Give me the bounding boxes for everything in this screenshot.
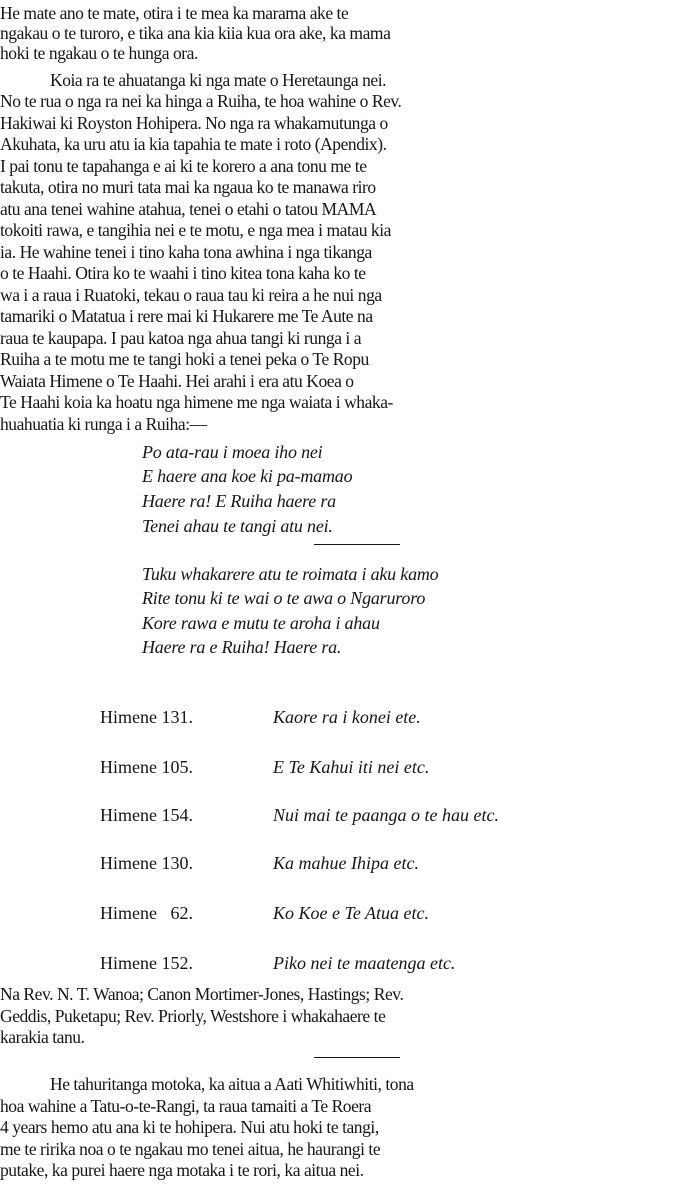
text-line: takuta, otira no muri tata mai ka ngaua ko te manawa riro: [0, 177, 376, 197]
hymn-title: Kaore ra i konei ete.: [273, 707, 421, 727]
hymn-title: Ka mahue Ihipa etc.: [273, 853, 419, 873]
text-line: Geddis, Puketapu; Rev. Priorly, Westshore i whakahaere te: [0, 1006, 386, 1026]
hymn-number: Himene 130.: [100, 853, 193, 873]
hymn-number: Himene 131.: [100, 707, 193, 727]
text-line: karakia tanu.: [0, 1027, 85, 1047]
text-line: Ruiha a te motu me te tangi hoki a tenei peka o Te Ropu: [0, 349, 369, 369]
hymn-title: Piko nei te maatenga etc.: [273, 953, 456, 973]
verse-line: Kore rawa e mutu te aroha i ahau: [142, 613, 380, 633]
hymn-number: Himene 154.: [100, 805, 193, 825]
text-line: ngakau o te turoro, e tika ana kia kiia kua ora ake, ka mama: [0, 23, 391, 43]
text-line: Koia ra te ahuatanga ki nga mate o Heretaunga nei.: [50, 70, 387, 90]
text-line: ia. He wahine tenei i tino kaha tona awhina i nga tikanga: [0, 242, 372, 262]
hymn-title: Nui mai te paanga o te hau etc.: [273, 805, 499, 825]
text-line: raua te kaupapa. I pau katoa nga ahua tangi ki runga i a: [0, 328, 362, 348]
text-line: 4 years hemo atu ana ki te hohipera. Nui atu hoki te tangi,: [0, 1117, 379, 1137]
section-divider: [314, 1057, 400, 1058]
text-line: hoa wahine a Tatu-o-te-Rangi, ta raua tamaiti a Te Roera: [0, 1096, 372, 1116]
text-line: wa i a raua i Ruatoki, tekau o raua tau ki reira a he nui nga: [0, 285, 382, 305]
text-line: He mate ano te mate, otira i te mea ka marama ake te: [0, 3, 349, 23]
verse-line: Haere ra! E Ruiha haere ra: [142, 491, 336, 511]
text-line: Akuhata, ka uru atu ia kia tapahia te mate i roto (Apendix).: [0, 134, 387, 154]
hymn-title: E Te Kahui iti nei etc.: [273, 757, 430, 777]
verse-line: Po ata-rau i moea iho nei: [142, 442, 323, 462]
verse-line: Rite tonu ki te wai o te awa o Ngaruroro: [142, 588, 426, 608]
text-line: Na Rev. N. T. Wanoa; Canon Mortimer-Jones, Hastings; Rev.: [0, 984, 404, 1004]
text-line: me te ririka noa o te ngakau mo tenei aitua, he haurangi te: [0, 1139, 381, 1159]
text-line: Waiata Himene o Te Haahi. Hei arahi i era atu Koea o: [0, 371, 354, 391]
verse-line: Haere ra e Ruiha! Haere ra.: [142, 637, 342, 657]
text-line: hoki te ngakau o te hunga ora.: [0, 43, 198, 63]
verse-line: Tuku whakarere atu te roimata i aku kamo: [142, 564, 439, 584]
text-line: huahuatia ki runga i a Ruiha:—: [0, 414, 207, 434]
text-line: tokoiti rawa, e tangihia nei e te motu, e nga mea i matau kia: [0, 220, 391, 240]
text-line: He tahuritanga motoka, ka aitua a Aati Whitiwhiti, tona: [50, 1074, 414, 1094]
verse-line: E haere ana koe ki pa-mamao: [142, 466, 353, 486]
text-line: Hakiwai ki Royston Hohipera. No nga ra whakamutunga o: [0, 113, 388, 133]
hymn-number: Himene 152.: [100, 953, 193, 973]
section-divider: [314, 544, 400, 545]
text-line: I pai tonu te tapahanga e ai ki te korero a ana tonu me te: [0, 156, 367, 176]
text-line: o te Haahi. Otira ko te waahi i tino kitea tona kaha ko te: [0, 263, 366, 283]
hymn-number: Himene 105.: [100, 757, 193, 777]
hymn-title: Ko Koe e Te Atua etc.: [273, 903, 429, 923]
text-line: putake, ka purei haere nga motaka i te rori, ka aitua nei.: [0, 1160, 364, 1180]
text-line: tamariki o Matatua i rere mai ki Hukarere me Te Aute na: [0, 306, 373, 326]
text-line: No te rua o nga ra nei ka hinga a Ruiha, te hoa wahine o Rev.: [0, 91, 402, 111]
hymn-number: Himene 62.: [100, 903, 193, 923]
verse-line: Tenei ahau te tangi atu nei.: [142, 516, 333, 536]
text-line: atu ana tenei wahine atahua, tenei o etahi o tatou MAMA: [0, 199, 377, 219]
text-line: Te Haahi koia ka hoatu nga himene me nga waiata i whaka-: [0, 392, 393, 412]
